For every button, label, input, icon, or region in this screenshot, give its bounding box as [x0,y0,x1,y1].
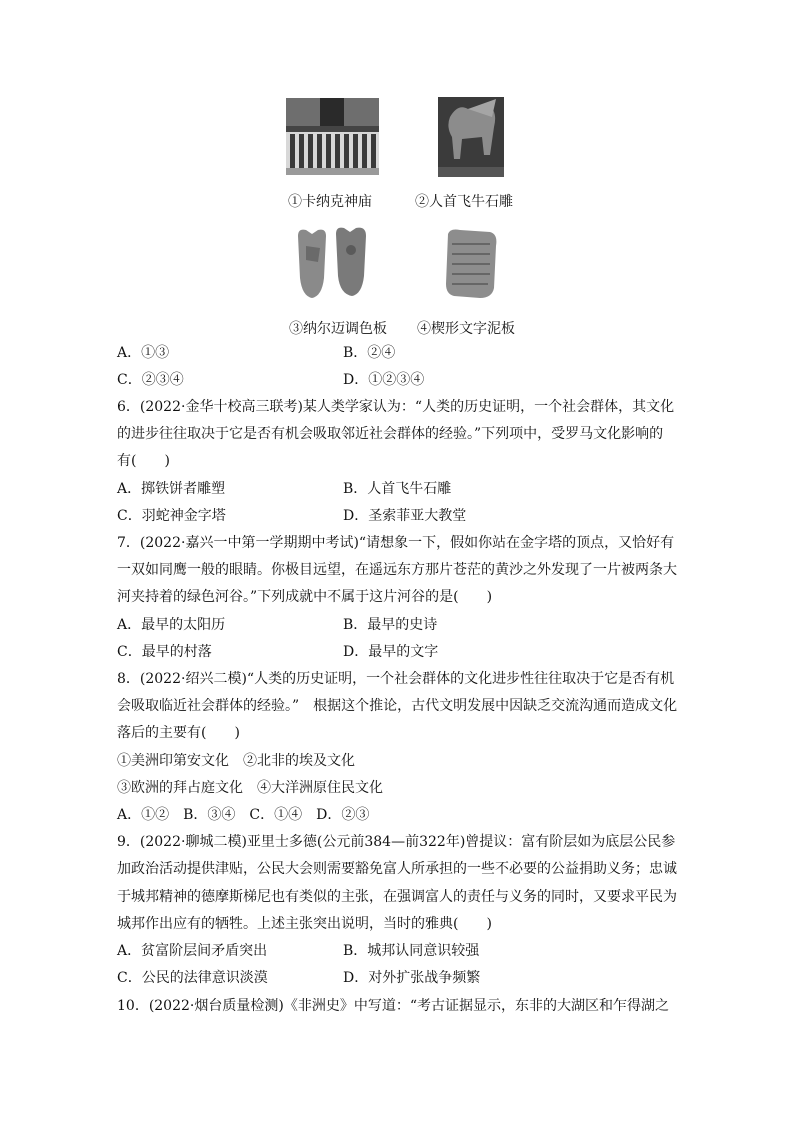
option-c[interactable]: C．②③④ [117,372,184,388]
question-8-options[interactable]: A．①② B．③④ C．①④ D．②③ [117,807,370,823]
option-b[interactable]: B．最早的史诗 [343,617,438,633]
question-7-line: 一双如同鹰一般的眼睛。你极目远望，在遥远东方那片苍茫的黄沙之外发现了一片被两条大 [117,562,677,578]
option-a[interactable]: A．贫富阶层间矛盾突出 [117,943,268,959]
option-b[interactable]: B．城邦认同意识较强 [343,943,480,959]
option-d[interactable]: D．①②③④ [343,372,425,388]
question-6-line: 6．(2022·金华十校高三联考)某人类学家认为：“人类的历史证明，一个社会群体，其文化 [117,399,675,415]
winged-bull-photo [438,97,504,177]
option-a[interactable]: A．掷铁饼者雕塑 [117,481,226,497]
figure-caption: ③纳尔迈调色板 [289,321,387,337]
figure-caption: ②人首飞牛石雕 [415,194,513,210]
question-7-line: 7．(2022·嘉兴一中第一学期期中考试)“请想象一下，假如你站在金字塔的顶点，又恰好有 [117,535,675,551]
figure-caption: ④楔形文字泥板 [417,321,515,337]
question-8-line: ①美洲印第安文化 ②北非的埃及文化 [117,753,355,769]
temple-photo [286,98,379,175]
option-a[interactable]: A．最早的太阳历 [117,617,226,633]
option-c[interactable]: C．公民的法律意识淡漠 [117,970,268,986]
question-9-line: 城邦作出应有的牺牲。上述主张突出说明，当时的雅典( ) [117,916,492,932]
question-6-line: 的进步往往取决于它是否有机会吸取邻近社会群体的经验。”下列项中，受罗马文化影响的 [117,426,664,442]
option-d[interactable]: D．圣索菲亚大教堂 [343,508,467,524]
question-8-line: 会吸取临近社会群体的经验。” 根据这个推论，古代文明发展中因缺乏交流沟通而造成文化 [117,698,678,714]
question-8-line: 落后的主要有( ) [117,725,240,741]
question-10-line: 10．(2022·烟台质量检测)《非洲史》中写道：“考古证据显示，东非的大湖区和乍得湖之 [117,998,669,1014]
question-9-line: 9．(2022·聊城二模)亚里士多德(公元前384—前322年)曾提议：富有阶层如为底层公民参 [117,834,676,850]
palette-photo [294,226,378,302]
question-9-line: 加政治活动提供津贴，公民大会则需要豁免富人所承担的一些不必要的公益捐助义务；忠诚 [117,861,677,877]
question-9-line: 于城邦精神的德摩斯梯尼也有类似的主张，在强调富人的责任与义务的同时，又要求平民为 [117,889,677,905]
question-8-line: 8．(2022·绍兴二模)“人类的历史证明，一个社会群体的文化进步性往往取决于它是否有机 [117,671,675,687]
option-d[interactable]: D．最早的文字 [343,644,439,660]
question-6-line: 有( ) [117,453,170,469]
option-b[interactable]: B．人首飞牛石雕 [343,481,452,497]
option-a[interactable]: A．①③ [117,345,170,361]
question-7-line: 河夹持着的绿色河谷。”下列成就中不属于这片河谷的是( ) [117,589,493,605]
option-c[interactable]: C．羽蛇神金字塔 [117,508,226,524]
question-8-line: ③欧洲的拜占庭文化 ④大洋洲原住民文化 [117,780,383,796]
option-c[interactable]: C．最早的村落 [117,644,212,660]
clay-tablet-photo [440,226,502,302]
option-d[interactable]: D．对外扩张战争频繁 [343,970,481,986]
option-b[interactable]: B．②④ [343,345,396,361]
figure-caption: ①卡纳克神庙 [288,194,372,210]
